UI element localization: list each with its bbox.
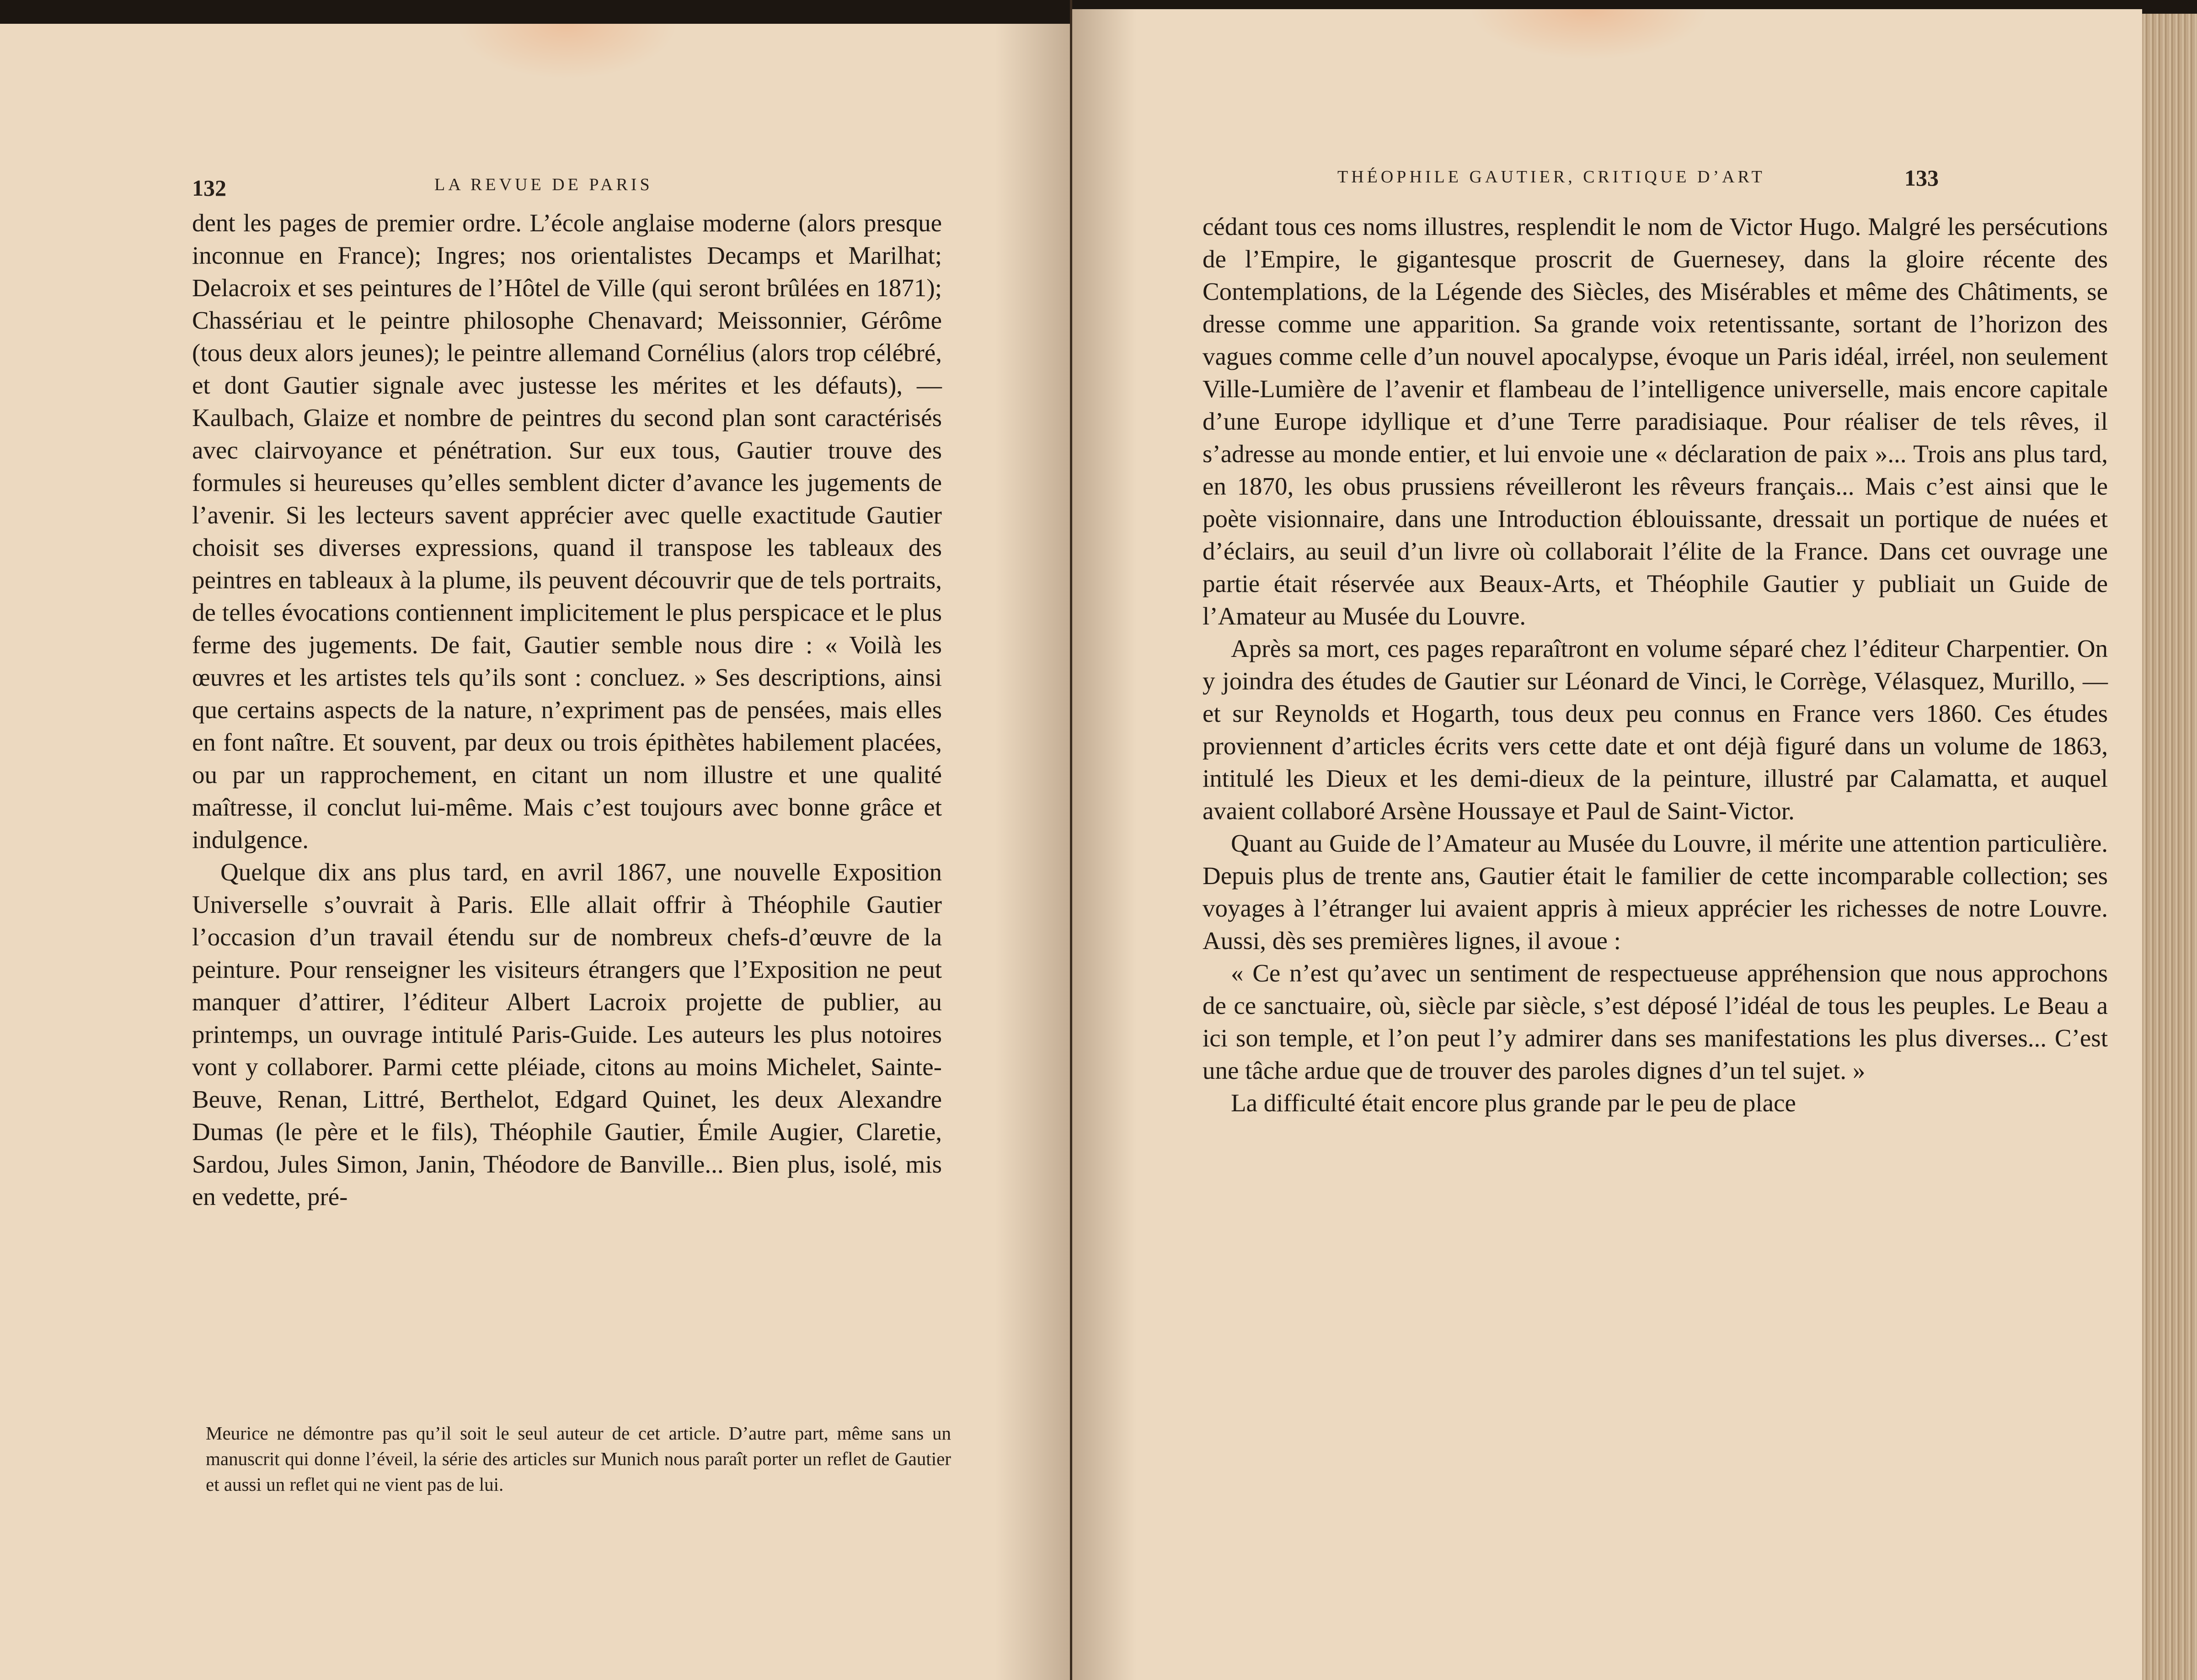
left-page <box>0 24 1070 1680</box>
left-body-text <box>192 207 942 1213</box>
footnote: Meurice ne démontre pas qu’il soit le seul auteur de cet article. D’autre part, même sans un manuscrit qui donne l’éveil, la série des articles sur Munich nous paraît porter un reflet de Gautier et aussi un reflet qui ne vient pas de lui. <box>206 1423 951 1495</box>
running-head-left: LA REVUE DE PARIS <box>434 175 653 194</box>
page-number-left: 132 <box>192 175 226 201</box>
page-edges <box>2142 14 2197 1680</box>
paragraph: dent les pages de premier ordre. L’école anglaise moderne (alors presque inconnue en France); Ingres; nos orientalistes Decamps et Marilhat; Delacroix et ses peintures de l’Hôtel de Ville (qui seront brûlées en 1871); Chassériau et le peintre philosophe Chenavard; Meissonnier, Gérôme (tous deux alors jeunes); le peintre allemand Cornélius (alors trop célébré, et dont Gautier signale avec justesse les mérites et les défauts), — Kaulbach, Glaize et nombre de peintres du second plan sont caractérisés avec clairvoyance et pénétration. Sur eux tous, Gautier trouve des formules si heureuses qu’elles semblent dicter d’avance les jugements de l’avenir. Si les lecteurs savent apprécier avec quelle exactitude Gautier choisit ses diverses expressions, quand il transpose les tableaux des peintres en tableaux à la plume, ils peuvent découvrir que de tels portraits, de telles évocations contiennent implicitement le plus perspicace et le plus ferme des jugements. De fait, Gautier semble nous dire : « Voilà les œuvres et les artistes tels qu’ils sont : concluez. » Ses descriptions, ainsi que certains aspects de la nature, n’expriment pas de pensées, mais elles en font naître. Et souvent, par deux ou trois épithètes habilement placées, ou par un rapprochement, en citant un nom illustre et une qualité maîtresse, il conclut lui-même. Mais c’est toujours avec bonne grâce et indulgence. <box>192 209 942 853</box>
right-body-text <box>1203 210 2108 1119</box>
paragraph: cédant tous ces noms illustres, resplendit le nom de Victor Hugo. Malgré les persécutions de l’Empire, le gigantesque proscrit de Guernesey, dans la gloire récente des Contemplations, de la Légende des Siècles, des Misérables et même des Châtiments, se dresse comme une apparition. Sa grande voix retentissante, sortant de l’horizon des vagues comme celle d’un nouvel apocalypse, évoque un Paris idéal, irréel, non seulement Ville-Lumière de l’avenir et flambeau de l’intelligence universelle, mais encore capitale d’une Europe idyllique et d’une Terre paradisiaque. Pour réaliser de tels rêves, il s’adresse au monde entier, et lui envoie une « déclaration de paix »... Trois ans plus tard, en 1870, les obus prussiens réveilleront les rêveurs français... Mais c’est ainsi que le poète visionnaire, dans une Introduction éblouissante, dressait un portique de nuées et d’éclairs, au seuil d’un livre où collaborait l’élite de la France. Dans cet ouvrage une partie était réservée aux Beaux-Arts, et Théophile Gautier y publiait un Guide de l’Amateur au Musée du Louvre. <box>1203 213 2108 630</box>
paragraph: Quelque dix ans plus tard, en avril 1867, une nouvelle Exposition Universelle s’ouvrait à Paris. Elle allait offrir à Théophile Gautier l’occasion d’un travail étendu sur de nombreux chefs-d’œuvre de la peinture. Pour renseigner les visiteurs étrangers que l’Exposition ne peut manquer d’attirer, l’éditeur Albert Lacroix projette de publier, au printemps, un ouvrage intitulé Paris-Guide. Les auteurs les plus notoires vont y collaborer. Parmi cette pléiade, citons au moins Michelet, Sainte-Beuve, Renan, Littré, Berthelot, Edgard Quinet, les deux Alexandre Dumas (le père et le fils), Théophile Gautier, Émile Augier, Claretie, Sardou, Jules Simon, Janin, Théodore de Banville... Bien plus, isolé, mis en vedette, pré- <box>192 858 942 1211</box>
paragraph: Quant au Guide de l’Amateur au Musée du Louvre, il mérite une attention particulière. Depuis plus de trente ans, Gautier était le familier de cette incomparable collection; ses voyages à l’étranger lui avaient appris à mieux apprécier les richesses de notre Louvre. Aussi, dès ses premières lignes, il avoue : <box>1203 829 2108 955</box>
paragraph: « Ce n’est qu’avec un sentiment de respectueuse appréhension que nous approchons de ce sanctuaire, où, siècle par siècle, s’est déposé l’idéal de tous les peuples. Le Beau a ici son temple, et l’on peut l’y admirer dans ses manifestations les plus diverses... C’est une tâche ardue que de trouver des paroles dignes d’un tel sujet. » <box>1203 959 2108 1084</box>
running-head-right: THÉOPHILE GAUTIER, CRITIQUE D’ART <box>1337 167 1765 187</box>
page-number-right: 133 <box>1904 165 1939 191</box>
paragraph: Après sa mort, ces pages reparaîtront en volume séparé chez l’éditeur Charpentier. On y joindra des études de Gautier sur Léonard de Vinci, le Corrège, Vélasquez, Murillo, — et sur Reynolds et Hogarth, tous deux peu connus en France vers 1860. Ces études proviennent d’articles écrits vers cette date et ont déjà figuré dans un volume de 1863, intitulé les Dieux et les demi-dieux de la peinture, illustré par Calamatta, et auquel avaient collaboré Arsène Houssaye et Paul de Saint-Victor. <box>1203 635 2108 825</box>
paragraph: La difficulté était encore plus grande par le peu de place <box>1231 1089 1796 1117</box>
right-page <box>1072 9 2142 1680</box>
